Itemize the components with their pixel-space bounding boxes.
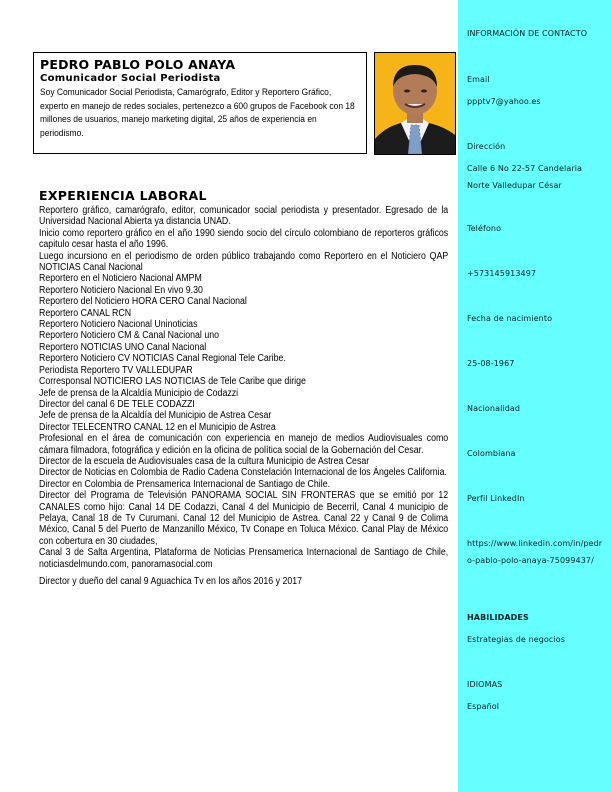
phone-value: +573145913497: [467, 269, 537, 278]
linkedin-link[interactable]: https://www.linkedin.com/in/pedro-pablo-polo-anaya-75099437/: [467, 539, 603, 565]
experience-item: Corresponsal NOTICIERO LAS NOTICIAS de Tele Caribe que dirige: [39, 376, 306, 388]
full-name: PEDRO PABLO POLO ANAYA: [40, 57, 236, 72]
experience-item: Director del canal 6 DE TELE CODAZZI: [39, 398, 195, 410]
contact-sidebar: [458, 0, 612, 792]
experience-item: Reportero gráfico, camarógrafo, editor, comunicador social periodista y presentador. Egresado de la Universidad Nacional Abierta ya distancia UNAD.: [39, 205, 449, 228]
birthdate-value: 25-08-1967: [467, 359, 515, 368]
experience-item: Director y dueño del canal 9 Aguachica Tv en los años 2016 y 2017: [39, 576, 303, 587]
experience-item: Profesional en el área de comunicación con experiencia en manejo de medios Audiovisuales como cámara filmadora, fotográfica y edición en la oficina de política social de la Gobernación del Cesar.: [39, 433, 449, 456]
experience-item: Jefe de prensa de la Alcaldía del Municipio de Astrea Cesar: [39, 410, 272, 422]
email-value[interactable]: ppptv7@yahoo.es: [467, 97, 541, 106]
address-label: Dirección: [467, 142, 506, 151]
experience-item: Jefe de prensa de la Alcaldía Municipio de Codazzi: [39, 387, 239, 399]
languages-heading: IDIOMAS: [467, 680, 503, 689]
profile-summary: Soy Comunicador Social Periodista, Camarógrafo, Editor y Reportero Gráfico, experto en manejo de redes sociales, pertenezco a 600 grupos de Facebook con 18 millones de usuarios, manejo marketing digital, 25 años de experiencia en periodismo.: [40, 86, 355, 138]
profile-header: [33, 52, 367, 154]
address-value: Calle 6 No 22-57 Candelaria Norte Valledupar César: [467, 164, 583, 190]
experience-item: Inicio como reportero gráfico en el año 1990 siendo socio del círculo colombiano de reporteros gráficos capitulo cesar hasta el año 1996.: [39, 227, 449, 251]
experience-item: Director en Colombia de Prensamerica Internacional de Santiago de Chile.: [39, 478, 331, 490]
experience-item: Reportero Noticiero Nacional Uninoticias: [39, 319, 198, 331]
experience-item: Periodista Reportero TV VALLEDUPAR: [39, 364, 193, 376]
experience-heading: EXPERIENCIA LABORAL: [39, 188, 207, 203]
email-label: Email: [467, 75, 490, 84]
nationality-value: Colombiana: [467, 449, 516, 458]
experience-item: Director de Noticias en Colombia de Radio Cadena Constelación Internacional de los Ángeles California.: [39, 467, 447, 479]
languages-value: Español: [467, 702, 500, 711]
experience-item: Reportero del Noticiero HORA CERO Canal Nacional: [39, 296, 247, 308]
experience-item: Director de la escuela de Audiovisuales casa de la cultura Municipio de Astrea Cesar: [39, 455, 370, 467]
birthdate-label: Fecha de nacimiento: [467, 314, 553, 323]
contact-heading: INFORMACIÓN DE CONTACTO: [467, 29, 588, 38]
phone-label: Teléfono: [467, 224, 502, 233]
experience-item: Luego incursiono en el periodismo de orden público trabajando como Reportero en el Noticiero QAP NOTICIAS Canal Nacional: [39, 250, 449, 274]
experience-item: Director del Programa de Televisión PANORAMA SOCIAL SIN FRONTERAS que se emitió por 12 CANALES como hijo: Canal 14 DE Codazzi, Canal 4 del Municipio de Becerril, Canal 4 municipio de Pelaya, Canal 18 de Tv Curumani. Canal 12 del Municipio de Astrea. Canal 22 y Canal 9 de Colima México, Canal 5 del Puerto de Manzanillo México, Tv Conape en Toluca México. Canal Play de México con cobertura en 30 ciudades,: [39, 490, 449, 547]
experience-item: Canal 3 de Salta Argentina, Plataforma de Noticias Prensamerica Internacional de Santiago de Chile, noticiasdelmundo.com, panoramasocial.com: [39, 547, 449, 570]
profile-photo: [374, 52, 456, 155]
job-title: Comunicador Social Periodista: [40, 73, 221, 84]
nationality-label: Nacionalidad: [467, 404, 521, 413]
experience-list: [39, 205, 448, 587]
experience-item: Reportero Noticiero CM & Canal Nacional uno: [39, 330, 220, 342]
experience-item: Reportero en el Noticiero Nacional AMPM: [39, 273, 202, 285]
experience-item: Reportero Noticiero Nacional En vivo 9.30: [39, 284, 203, 296]
experience-item: Reportero Noticiero CV NOTICIAS Canal Regional Tele Caribe.: [39, 353, 286, 365]
experience-item: Director TELECENTRO CANAL 12 en el Municipio de Astrea: [39, 421, 276, 433]
skills-heading: HABILIDADES: [467, 613, 529, 622]
experience-item: Reportero NOTICIAS UNO Canal Nacional: [39, 341, 207, 353]
linkedin-label: Perfil LinkedIn: [467, 494, 525, 503]
skills-value: Estrategias de negocios: [467, 635, 566, 644]
experience-item: Reportero CANAL RCN: [39, 307, 132, 319]
person-portrait-icon: [375, 53, 455, 154]
